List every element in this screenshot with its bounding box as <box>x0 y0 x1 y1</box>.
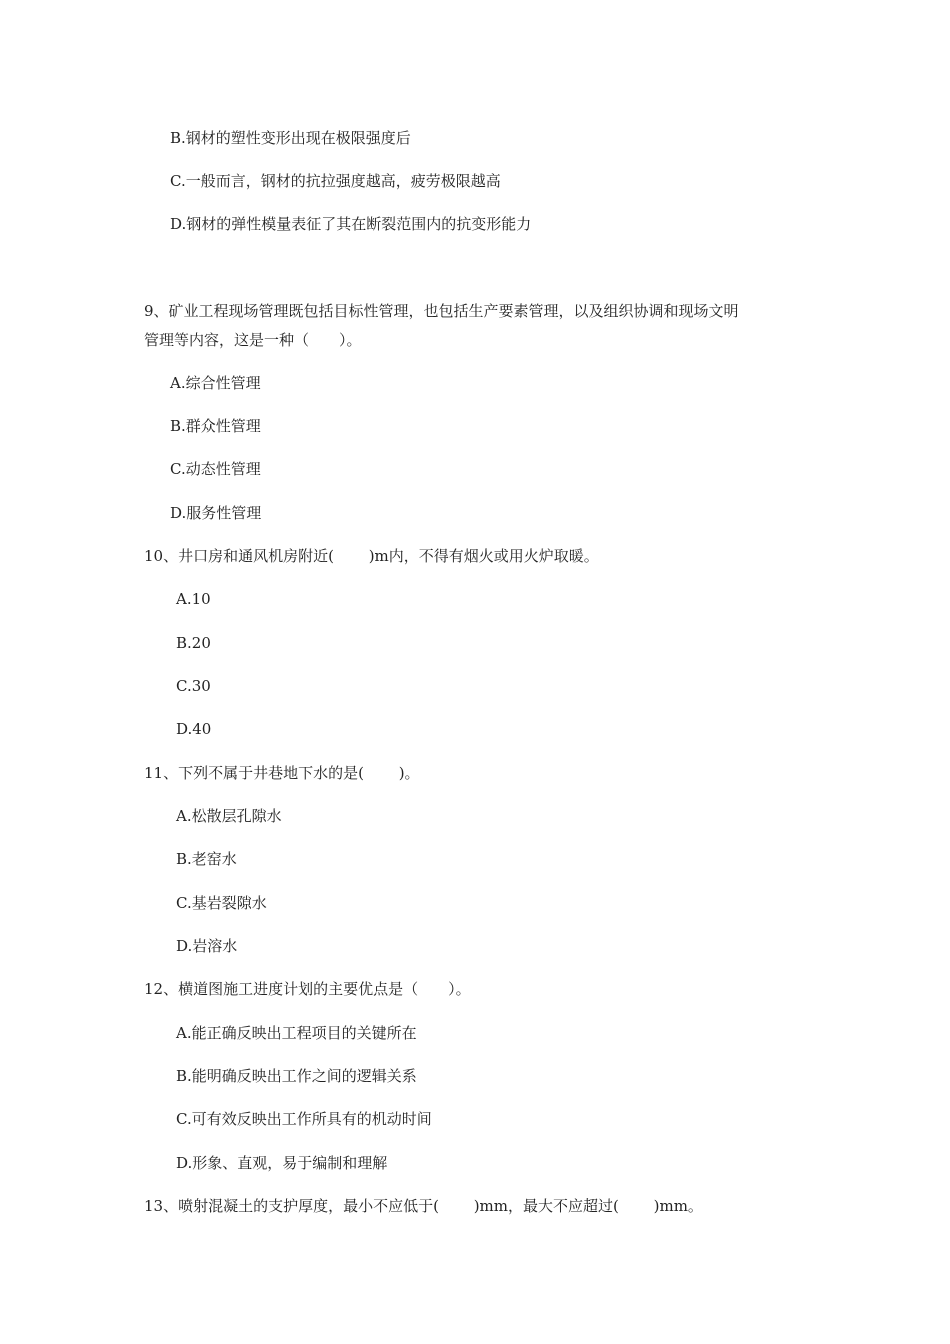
q10-option-d: D.40 <box>176 720 212 738</box>
prev-option-c: C.一般而言，钢材的抗拉强度越高，疲劳极限越高 <box>170 172 501 190</box>
q9-option-a: A.综合性管理 <box>170 374 261 392</box>
q12-option-c: C.可有效反映出工作所具有的机动时间 <box>176 1110 432 1128</box>
q11-option-a: A.松散层孔隙水 <box>176 807 282 825</box>
q12-option-b: B.能明确反映出工作之间的逻辑关系 <box>176 1067 417 1085</box>
q9-option-b: B.群众性管理 <box>170 417 261 435</box>
q10-option-c: C.30 <box>176 677 211 695</box>
q12-option-d: D.形象、直观，易于编制和理解 <box>176 1154 388 1172</box>
q11-option-c: C.基岩裂隙水 <box>176 894 267 912</box>
question-9-line-2: 管理等内容，这是一种（ ）。 <box>144 331 362 349</box>
question-10: 10、井口房和通风机房附近( )m内，不得有烟火或用火炉取暖。 <box>144 547 599 565</box>
q10-option-b: B.20 <box>176 634 211 652</box>
prev-option-d: D.钢材的弹性模量表征了其在断裂范围内的抗变形能力 <box>170 215 532 233</box>
q11-option-d: D.岩溶水 <box>176 937 238 955</box>
question-9-line-1: 9、矿业工程现场管理既包括目标性管理，也包括生产要素管理，以及组织协调和现场文明 <box>144 302 739 320</box>
q10-option-a: A.10 <box>176 590 211 608</box>
q11-option-b: B.老窑水 <box>176 850 237 868</box>
q9-option-c: C.动态性管理 <box>170 460 261 478</box>
question-12: 12、横道图施工进度计划的主要优点是（ ）。 <box>144 980 471 998</box>
q9-option-d: D.服务性管理 <box>170 504 262 522</box>
question-13: 13、喷射混凝土的支护厚度，最小不应低于( )mm，最大不应超过( )mm。 <box>144 1197 703 1215</box>
q12-option-a: A.能正确反映出工程项目的关键所在 <box>176 1024 417 1042</box>
question-11: 11、下列不属于井巷地下水的是( )。 <box>144 764 420 782</box>
prev-option-b: B.钢材的塑性变形出现在极限强度后 <box>170 129 411 147</box>
